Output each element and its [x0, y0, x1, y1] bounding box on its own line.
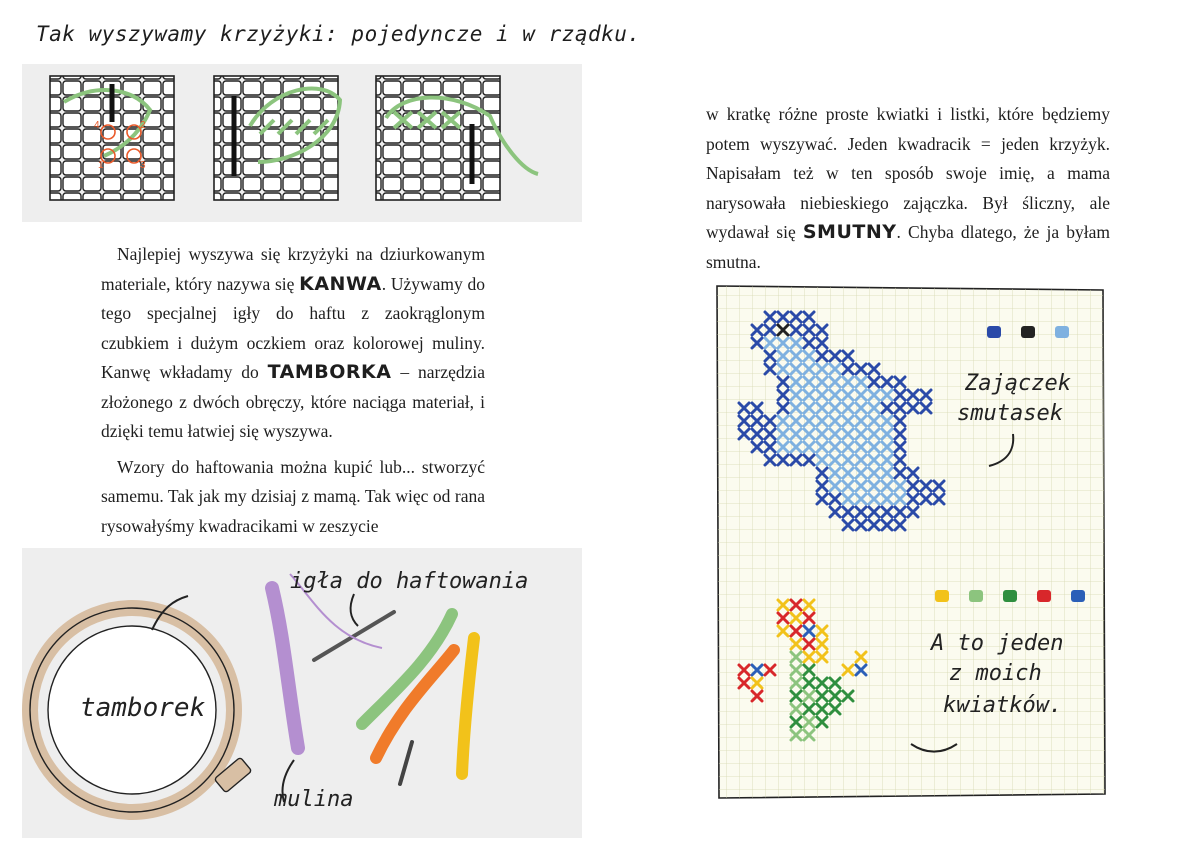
text-run: – narzędzia złożonego z dwóch obręczy, które naciąga materiał, i dzięki temu łatwiej się wyszywa.	[101, 362, 485, 441]
text-run: . Używamy do tego specjalnej igły do haftu z zaokrąglonym czubkiem i dużym oczkiem oraz kolorowej muliny. Kanwę wkładamy do	[101, 273, 485, 382]
label-tamborek: tamborek	[80, 693, 206, 723]
paragraph-3	[706, 100, 1110, 277]
stitch-number: 2	[140, 120, 146, 131]
label-flower-line-3: kwiatków.	[943, 693, 1063, 718]
purple-skein	[272, 588, 298, 748]
color-swatch	[969, 590, 983, 602]
keyword-tamborka: TAMBORKA	[267, 361, 392, 383]
left-body-text	[101, 240, 485, 541]
needle-icon	[400, 742, 412, 784]
grid-paper-sheet	[713, 282, 1113, 802]
keyword-kanwa: KANWA	[299, 272, 382, 295]
stitch-number: 1	[98, 160, 104, 171]
label-flower-line-2: z moich	[949, 661, 1042, 686]
color-swatch	[1003, 590, 1017, 602]
tools-illustration-panel	[22, 548, 582, 838]
right-body-text	[706, 100, 1110, 277]
color-swatch	[1021, 326, 1035, 338]
color-swatch	[935, 590, 949, 602]
paragraph-2: Wzory do haftowania można kupić lub... stworzyć samemu. Tak jak my dzisiaj z mamą. Tak więc od rana rysowałyśmy kwadracikami w zeszycie	[101, 456, 485, 536]
color-swatch	[1071, 590, 1085, 602]
color-swatch	[1055, 326, 1069, 338]
tools-illustration	[22, 548, 582, 838]
color-swatch	[1037, 590, 1051, 602]
stitch-number: 4	[94, 120, 100, 131]
text-run: w kratkę różne proste kwiatki i listki, które będziemy potem wyszywać. Jeden kwadracik = jeden krzyżyk. Napisałam też w ten sposób swoje imię, a mama narysowała niebieskiego zajączka. Był śliczny, ale wydawał się	[706, 104, 1110, 242]
text-run: Najlepiej wyszywa się krzyżyki na dziurkowanym materiale, który nazywa się	[101, 244, 485, 294]
text-run: . Chyba dlatego, że ja byłam smutna.	[706, 222, 1110, 272]
cross-stitch-pattern	[713, 282, 1113, 802]
label-rabbit-line-2: smutasek	[957, 401, 1063, 426]
paragraph-1	[101, 240, 485, 447]
stitch-illustration-panel	[22, 64, 582, 222]
arrow-icon	[351, 594, 358, 626]
canvas-swatch-3	[376, 76, 500, 200]
yellow-skein	[462, 638, 474, 774]
label-igla: igła do haftowania	[290, 569, 529, 594]
color-swatch	[987, 326, 1001, 338]
rabbit-color-swatches	[987, 326, 1069, 338]
label-mulina: mulina	[274, 787, 354, 812]
stitch-illustration	[22, 64, 582, 222]
label-flower-line-1: A to jeden	[931, 631, 1064, 656]
keyword-smutny: SMUTNY	[802, 221, 897, 243]
label-rabbit-line-1: Zajączek	[965, 371, 1071, 396]
page-heading: Tak wyszywamy krzyżyki: pojedyncze i w rządku.	[36, 22, 641, 46]
stitch-number: 3	[140, 160, 146, 171]
